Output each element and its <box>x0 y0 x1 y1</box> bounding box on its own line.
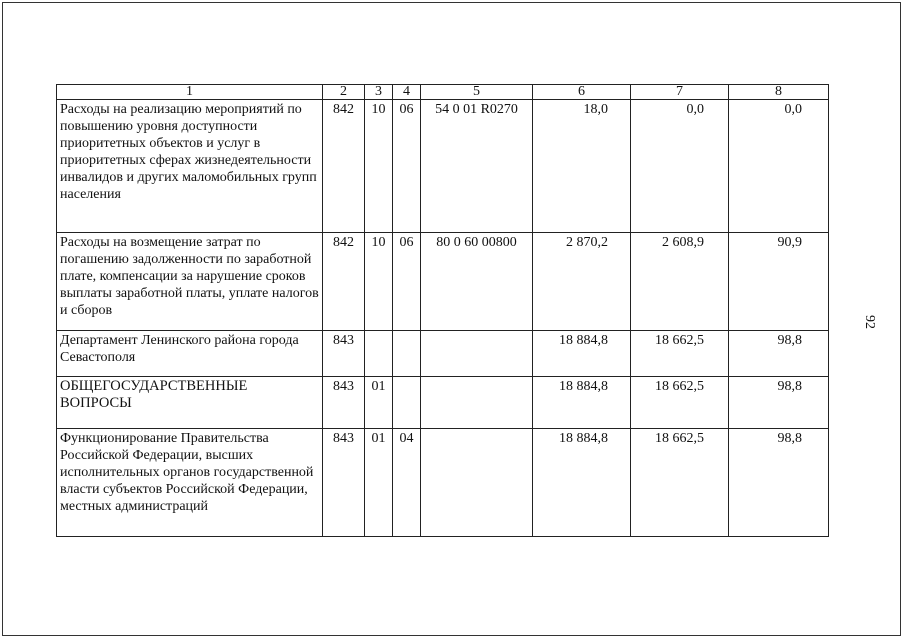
cell-subsection: 06 <box>393 100 421 233</box>
header-row <box>57 85 829 100</box>
row-name: Расходы на реализацию мероприятий по повышению уровня доступности приоритетных объектов и услуг в приоритетных сферах жизнедеятельности инвалидов и других маломобильных групп населения <box>57 100 323 233</box>
header-cell: 4 <box>393 85 421 100</box>
cell-section: 01 <box>365 377 393 429</box>
table-row <box>57 331 829 377</box>
cell-subsection <box>393 331 421 377</box>
row-name: ОБЩЕГОСУДАРСТВЕННЫЕ ВОПРОСЫ <box>57 377 323 429</box>
cell-percent: 98,8 <box>729 377 829 429</box>
header-cell: 6 <box>533 85 631 100</box>
cell-section: 10 <box>365 233 393 331</box>
cell-executed: 18 662,5 <box>631 429 729 537</box>
page-number: 92 <box>862 315 877 329</box>
table-row <box>57 377 829 429</box>
cell-percent: 90,9 <box>729 233 829 331</box>
row-name: Расходы на возмещение затрат по погашению задолженности по заработной плате, компенсации за нарушение сроков выплаты заработной платы, уплате налогов и сборов <box>57 233 323 331</box>
cell-ministry: 843 <box>323 377 365 429</box>
cell-ministry: 842 <box>323 233 365 331</box>
cell-section <box>365 331 393 377</box>
cell-executed: 0,0 <box>631 100 729 233</box>
cell-subsection: 04 <box>393 429 421 537</box>
header-cell: 3 <box>365 85 393 100</box>
header-cell: 8 <box>729 85 829 100</box>
header-cell: 1 <box>57 85 323 100</box>
cell-ministry: 843 <box>323 429 365 537</box>
cell-target-article: 54 0 01 R0270 <box>421 100 533 233</box>
budget-table <box>56 84 829 537</box>
cell-executed: 18 662,5 <box>631 331 729 377</box>
table-row <box>57 233 829 331</box>
row-name: Департамент Ленинского района города Севастополя <box>57 331 323 377</box>
cell-percent: 98,8 <box>729 331 829 377</box>
cell-subsection <box>393 377 421 429</box>
cell-subsection: 06 <box>393 233 421 331</box>
table-row <box>57 100 829 233</box>
cell-section: 01 <box>365 429 393 537</box>
cell-percent: 98,8 <box>729 429 829 537</box>
cell-executed: 2 608,9 <box>631 233 729 331</box>
cell-ministry: 843 <box>323 331 365 377</box>
header-cell: 2 <box>323 85 365 100</box>
row-name: Функционирование Правительства Российской Федерации, высших исполнительных органов государственной власти субъектов Российской Федерации, местных администраций <box>57 429 323 537</box>
header-cell: 7 <box>631 85 729 100</box>
cell-planned: 2 870,2 <box>533 233 631 331</box>
cell-target-article: 80 0 60 00800 <box>421 233 533 331</box>
cell-executed: 18 662,5 <box>631 377 729 429</box>
cell-target-article <box>421 331 533 377</box>
cell-target-article <box>421 429 533 537</box>
cell-planned: 18 884,8 <box>533 429 631 537</box>
cell-planned: 18,0 <box>533 100 631 233</box>
table-row <box>57 429 829 537</box>
header-cell: 5 <box>421 85 533 100</box>
cell-percent: 0,0 <box>729 100 829 233</box>
cell-ministry: 842 <box>323 100 365 233</box>
cell-planned: 18 884,8 <box>533 331 631 377</box>
cell-section: 10 <box>365 100 393 233</box>
cell-planned: 18 884,8 <box>533 377 631 429</box>
cell-target-article <box>421 377 533 429</box>
